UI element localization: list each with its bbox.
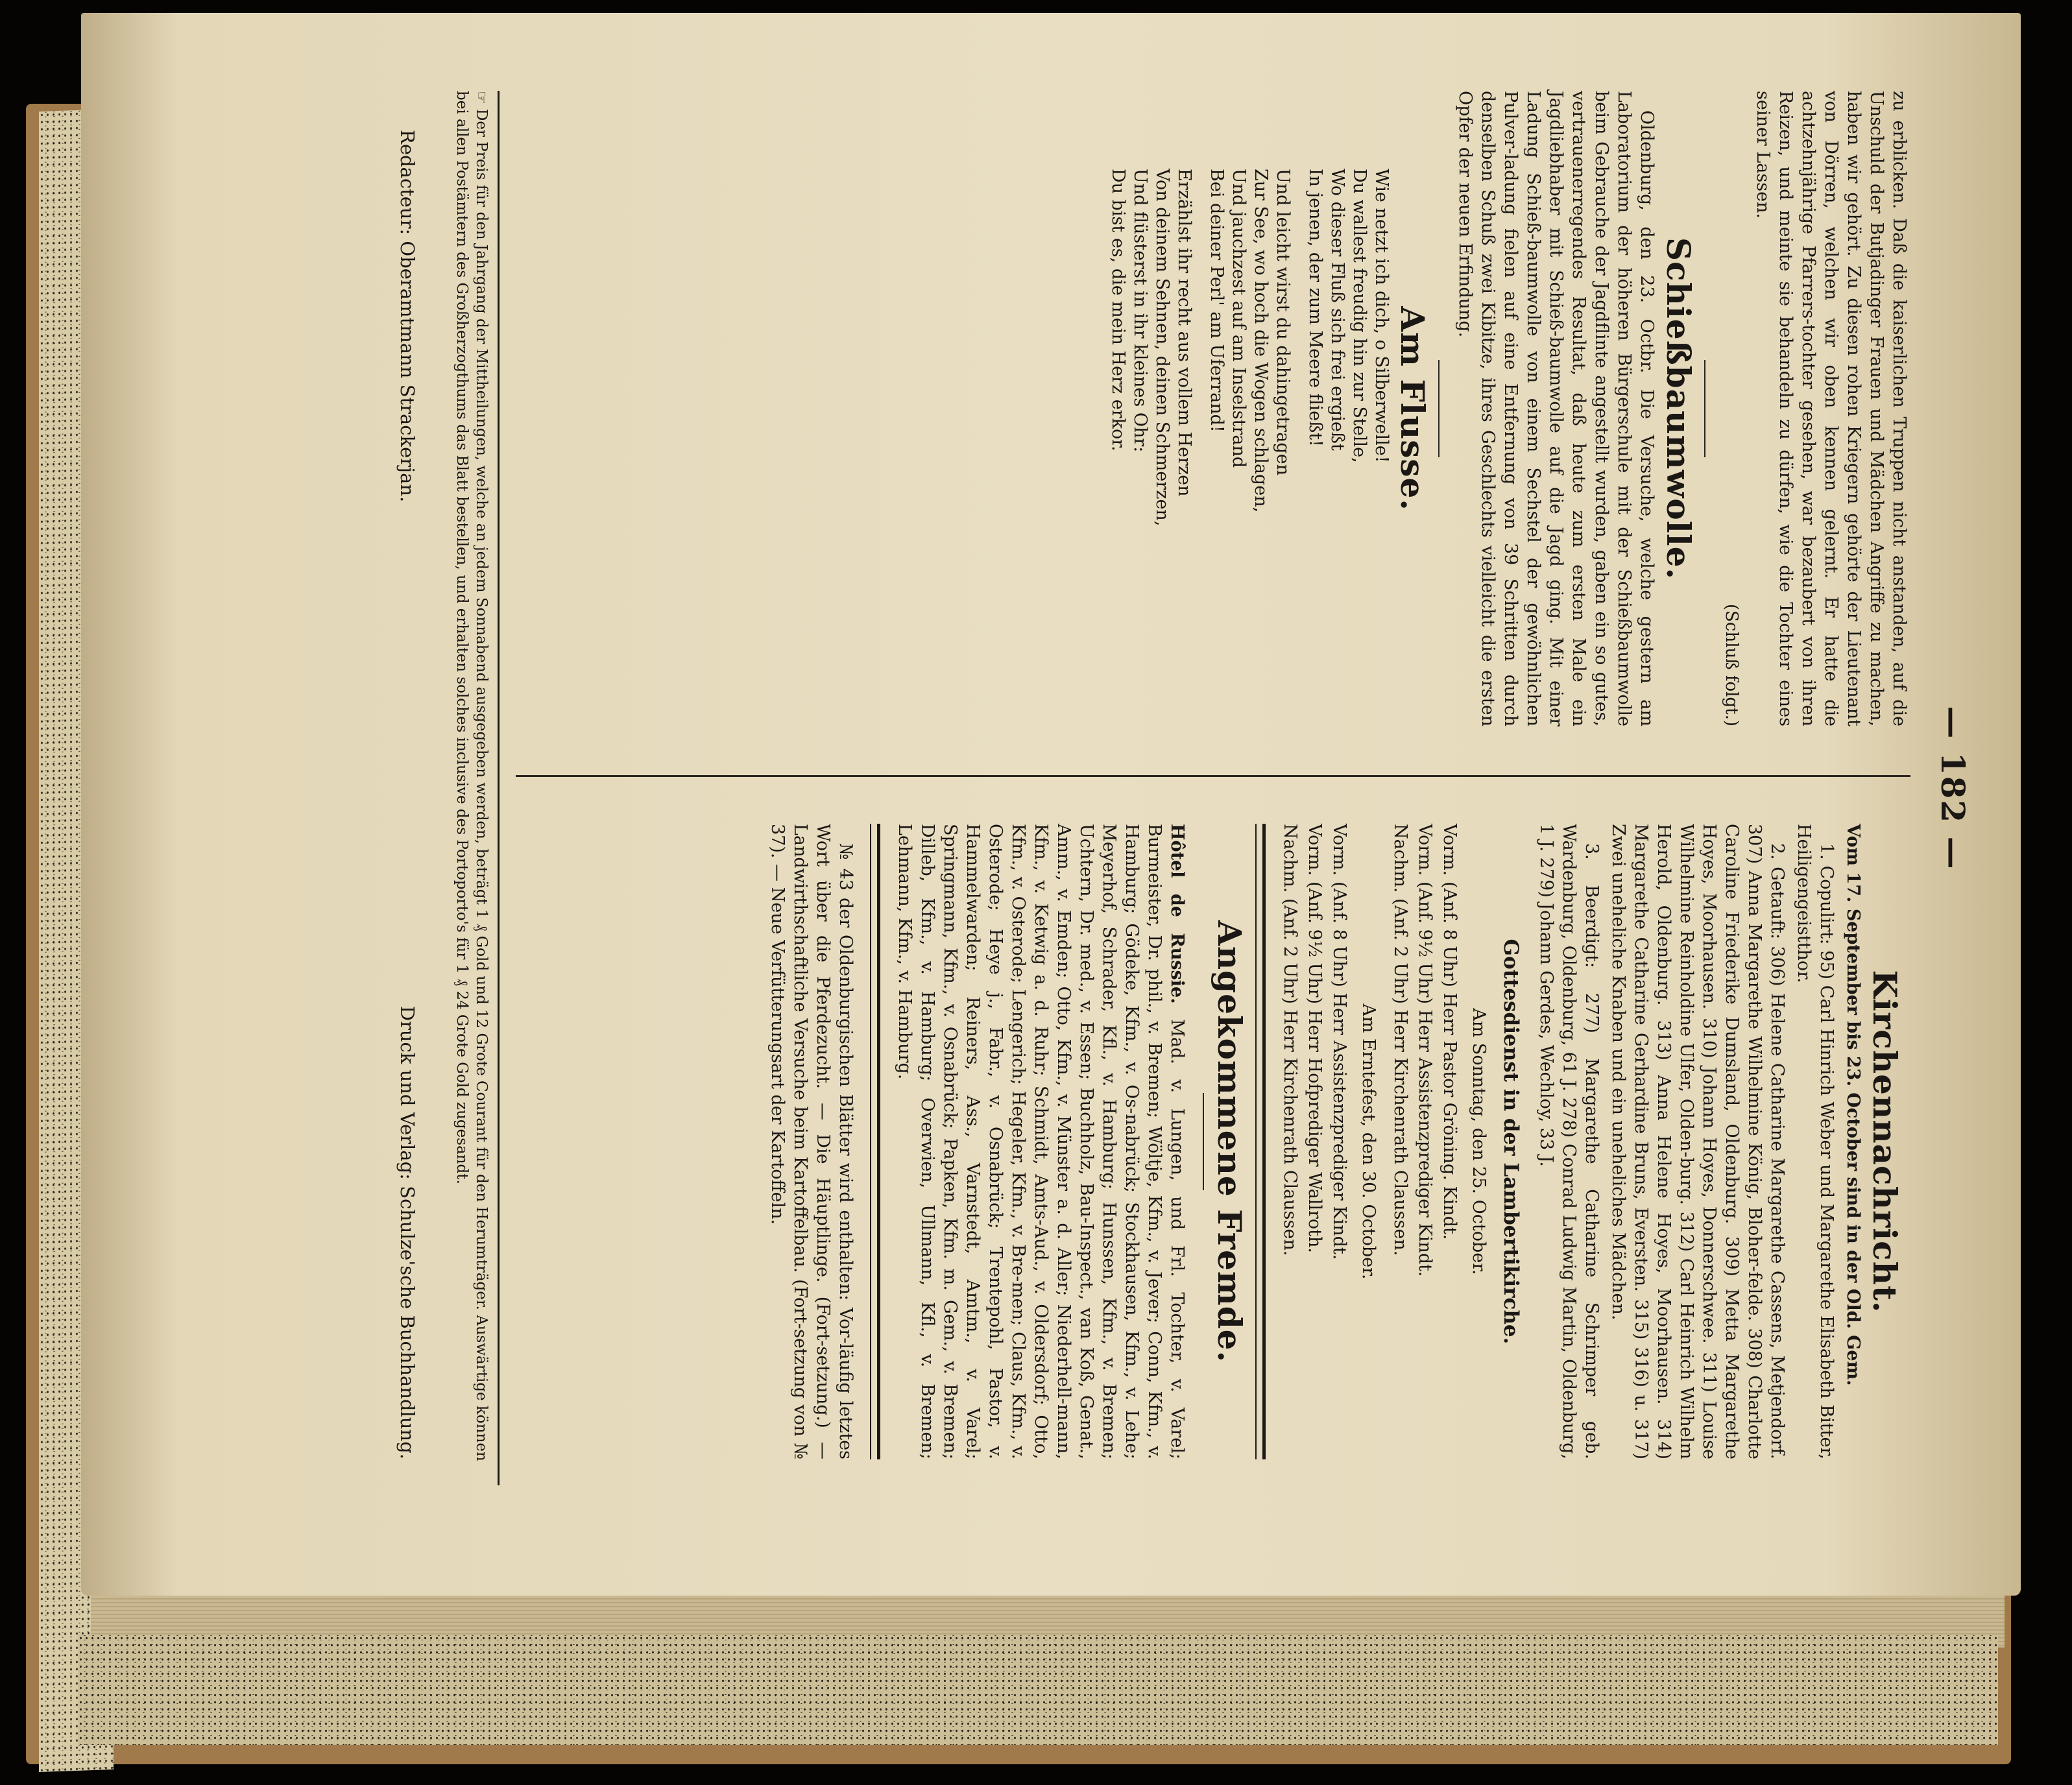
harvest-festival-date: Am Erntefest, den 30. October. — [1358, 1003, 1379, 1280]
sunday-date: Am Sonntag, den 25. October. — [1469, 1008, 1489, 1275]
arrivals-text: Mad. v. Lungen, und Frl. Tochter, v. Varel; Burmeister, Dr. phil., v. Bremen; Wöltje, Kfm., v. Jever; Conn, Kfm., v. Hamburg; Gödeke, Kfm., v. Os-nabrück; Stockhausen, Kfm., v. Lehe; Meyerhof, Schrader, Kfl., v. Hamburg; Hunssen, Kfm., v. Bremen; Uchtern, Dr. med., v. Essen; Buchholz, Bau-Inspect., van Koß, Genat., Amm., v. Emden; Otto, Kfm., v. Münster a. d. Aller; Niederhell-mann, Kfm., v. Ketwig a. d. Ruhr; Schmidt, Amts-Aud., v. Oldersdorf; Otto, Kfm., v. Osterode; Lengerich; Hegeler, Kfm., v. Bre-men; Claus, Kfm., v. Osterode; Heye j., Fabr., v. Osnabrück; Trentepohl, Pastor, v. Hammelwarden; Reiners, Ass., Varnstedt, Amtm., v. Varel; Springmann, Kfm., v. Osnabrück; Papken, Kfm. m. Gem., v. Bremen; Dilleb, Kfm., v. Hamburg; Overwien, Ullmann, Kfl., v. Bremen; Lehmann, Kfm., v. Hamburg. — [895, 824, 1187, 1459]
poem-line: Und jauchzest auf am Inselstrand — [1229, 169, 1249, 468]
article-title: Schießbaumwolle. — [1659, 237, 1698, 580]
to-be-continued-note: (Schluß folgt.) — [1722, 603, 1741, 726]
article-text: Oldenburg, den 23. Octbr. Die Versuche, welche gestern am Laboratorium der höheren Bürgerschule mit der Schießbaumwolle beim Gebrauche der Jagdflinte angestellt wurden, gaben ein so gutes, vertrauenerregendes Resultat, daß heute zum ersten Male ein Jagdliebhaber mit Schieß-baumwolle auf die Jagd ging. Mit einer Ladung Schieß-baumwolle von einem Sechstel der gewöhnlichen Pulver-ladung fielen auf eine Entfernung von 39 Schritten durch denselben Schuß zwei Kibitze, ihres Geschlechts vielleicht die ersten Opfer der neuen Erfindung. — [1455, 91, 1657, 726]
column-divider — [516, 775, 1910, 777]
poem-stanza — [1304, 169, 1392, 726]
poem-stanza — [1205, 169, 1294, 726]
poem-line: Du wallest freudig hin zur Stelle, — [1349, 169, 1369, 463]
arrivals-title: Angekommene Fremde. — [1211, 920, 1249, 1363]
service-entry: Vorm. (Anf. 8 Uhr) Herr Pastor Gröning. Kindt. — [1440, 824, 1460, 1240]
page-content — [272, 91, 1972, 1485]
service-entry: Nachm. (Anf. 2 Uhr) Herr Kirchenrath Claussen. — [1390, 824, 1410, 1256]
church-news-period: Vom 17. September bis 23. October sind in der Old. Gem. — [1843, 824, 1863, 1386]
poem-line: Von deinem Sehnen, deinen Schmerzen, — [1152, 169, 1172, 527]
service-entry: Vorm. (Anf. 8 Uhr) Herr Assistenzprediger Kindt. — [1329, 824, 1349, 1260]
poem-line: Zur See, wo hoch die Wogen schlagen, — [1251, 169, 1271, 513]
price-note: ☞ Der Preis für den Jahrgang der Mittheilungen, welche an jedem Sonnabend ausgegeben werden, beträgt 1 ₰ Gold und 12 Grote Courant für den Herumträger. Auswärtige können bei allen Postämtern des Großherzogthums das Blatt bestellen, und erhalten solches inclusive des Portoporto's für 1 ₰ 24 Grote Gold zugesandt. — [452, 91, 500, 1485]
page-number: — 182 — — [1934, 706, 1972, 870]
church-service-title: Gottesdienst in der Lambertikirche. — [1499, 939, 1523, 1345]
publisher-line: Druck und Verlag: Schulze'sche Buchhandlung. — [396, 1005, 418, 1459]
poem-line: In jenen, der zum Meere fließt! — [1305, 169, 1325, 447]
poem-title: Am Flusse. — [1393, 306, 1432, 511]
service-entry: Nachm. (Anf. 2 Uhr) Herr Kirchenrath Claussen. — [1280, 824, 1300, 1256]
church-news-baptized: 2. Getauft: 306) Helene Catharine Margarethe Cassens, Metjendorf. 307) Anna Margarethe Wilhelmine König, Bloher-felde. 308) Charlotte Caroline Friederike Dumsland, Oldenburg. 309) Metta Margarethe Hoyes, Moorhausen. 310) Johann Hoyes, Donnerschwee. 311) Louise Wilhelmine Reinholdine Ulfer, Olden-burg. 312) Carl Heinrich Wilhelm Herold, Oldenburg. 313) Anna Helene Hoyes, Moorhausen. 314) Margarethe Catharine Gerhardine Bruns, Eversten. 315) 316) u. 317) Zwei uneheliche Knaben und ein uneheliches Mädchen. — [1608, 824, 1787, 1459]
poem-line: Du bist es, die mein Herz erkor. — [1108, 169, 1128, 451]
speckled-page-edge-bottom — [78, 1635, 1998, 1745]
section-separator — [1704, 360, 1705, 457]
poem-line: Und leicht wirst du dahingetragen — [1273, 169, 1293, 475]
poem-line: Und flüsterst in ihr kleines Ohr: — [1130, 169, 1150, 453]
editor-line: Redacteur: Oberamtmann Strackerjan. — [396, 130, 418, 503]
story-continuation-text: zu erblicken. Daß die kaiserlichen Truppen nicht anstanden, auf die Unschuld der Butjadinger Frauen und Mädchen Angriffe zu machen, haben wir gehört. Zu diesen rohen Kriegern gehörte der Lieutenant von Dörren, welchen wir oben kennen gelernt. Er hatte die achtzehnjährige Pfarrers-tochter gesehen, war bezaubert von ihren Reizen, und meinte sie behandeln zu dürfen, wie die Tochter eines seiner Lassen. — [1753, 91, 1909, 726]
left-column — [1096, 91, 1910, 726]
hotel-name: Hôtel de Russie. — [1167, 824, 1187, 1004]
section-rule — [1255, 824, 1266, 1459]
service-entry: Vorm. (Anf. 9½ Uhr) Herr Assistenzprediger Kindt. — [1415, 824, 1435, 1277]
section-rule — [870, 824, 880, 1459]
section-separator — [1203, 1093, 1204, 1190]
poem-line: Wo dieser Fluß sich frei ergießt — [1327, 169, 1347, 451]
poem-line: Erzählst ihr recht aus vollem Herzen — [1174, 169, 1194, 497]
poem-line: Bei deiner Perl' am Uferrand! — [1207, 169, 1227, 433]
poem-line: Wie netzt ich dich, o Silberwelle! — [1371, 169, 1391, 463]
arrivals-list — [893, 824, 1188, 1459]
next-issue-notice: № 43 der Oldenburgischen Blätter wird enthalten: Vor-läufig letztes Wort über die Pferdezucht. — Die Häuptlinge. (Fort-setzung.) — Landwirthschaftliche Versuche beim Kartoffelbau. (Fort-setzung von № 37). — Neue Verfütterungsart der Kartoffeln. — [767, 824, 856, 1459]
service-entry: Vorm. (Anf. 9½ Uhr) Herr Hofprediger Wallroth. — [1305, 824, 1325, 1253]
church-news-buried: 3. Beerdigt: 277) Margarethe Catharine Schrimper geb. Wardenburg, Oldenburg, 61 J. 278) Conrad Ludwig Martin, Oldenburg, 1 J. 279) Johann Gerdes, Wechloy, 33 J. — [1536, 824, 1602, 1459]
church-news-title: Kirchennachricht. — [1866, 970, 1904, 1313]
poem-stanza — [1107, 169, 1195, 726]
right-column — [762, 824, 1910, 1459]
section-separator — [1438, 360, 1440, 457]
church-news-copulated: 1. Copulirt: 95) Carl Hinrich Weber und Margarethe Elisabeth Bitter, Heiligengeistthor. — [1794, 824, 1837, 1459]
